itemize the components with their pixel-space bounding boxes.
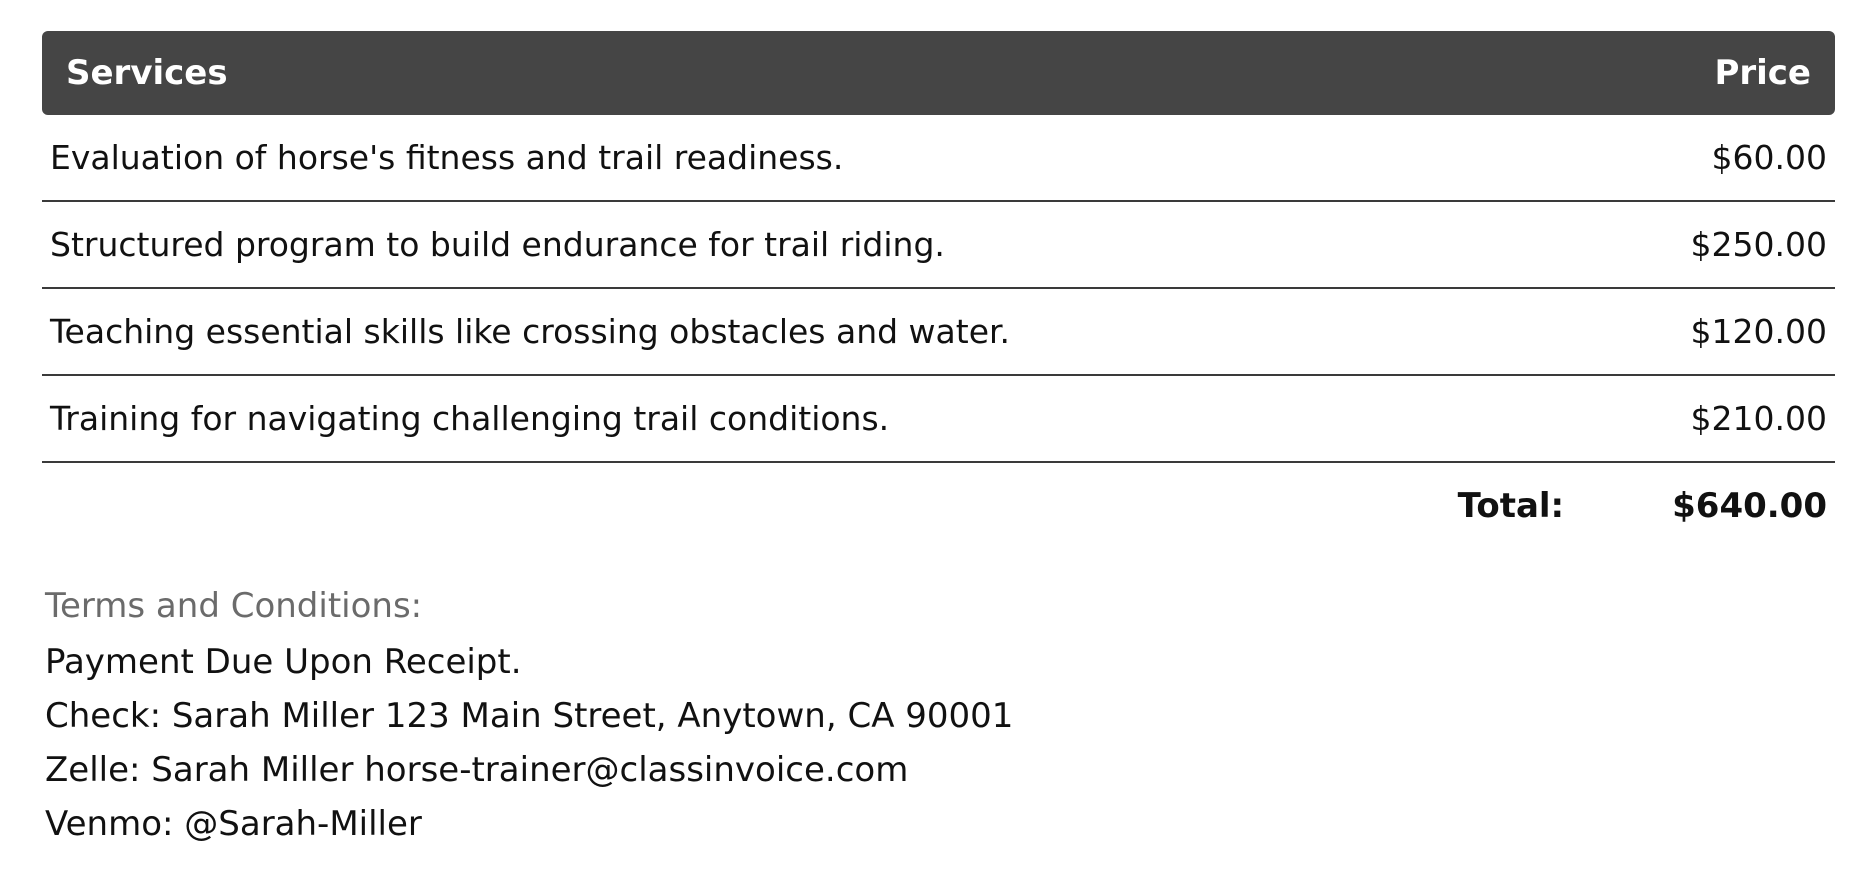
table-header xyxy=(42,31,1835,115)
check-payment-text: Check: Sarah Miller 123 Main Street, Anytown, CA 90001 xyxy=(45,696,1014,736)
table-row xyxy=(42,376,1835,463)
terms-title: Terms and Conditions: xyxy=(45,586,423,626)
total-label: Total: xyxy=(1457,485,1565,526)
venmo-payment-text: Venmo: @Sarah-Miller xyxy=(45,804,422,844)
service-price: $60.00 xyxy=(1711,138,1827,177)
service-price: $250.00 xyxy=(1690,225,1827,264)
zelle-payment-text: Zelle: Sarah Miller horse-trainer@classinvoice.com xyxy=(45,750,909,790)
service-price: $120.00 xyxy=(1690,312,1827,351)
terms-section xyxy=(45,578,1013,851)
service-description: Structured program to build endurance for trail riding. xyxy=(50,225,945,264)
table-row xyxy=(42,289,1835,376)
invoice-services-table xyxy=(42,31,1835,548)
price-column-header: Price xyxy=(1714,53,1811,93)
service-description: Training for navigating challenging trail conditions. xyxy=(50,399,890,438)
services-column-header: Services xyxy=(66,53,228,93)
service-description: Teaching essential skills like crossing obstacles and water. xyxy=(50,312,1011,351)
service-description: Evaluation of horse's fitness and trail readiness. xyxy=(50,138,844,177)
payment-due-text: Payment Due Upon Receipt. xyxy=(45,642,522,682)
total-row xyxy=(42,463,1835,548)
table-row xyxy=(42,115,1835,202)
table-row xyxy=(42,202,1835,289)
service-price: $210.00 xyxy=(1690,399,1827,438)
total-value: $640.00 xyxy=(1672,485,1827,526)
